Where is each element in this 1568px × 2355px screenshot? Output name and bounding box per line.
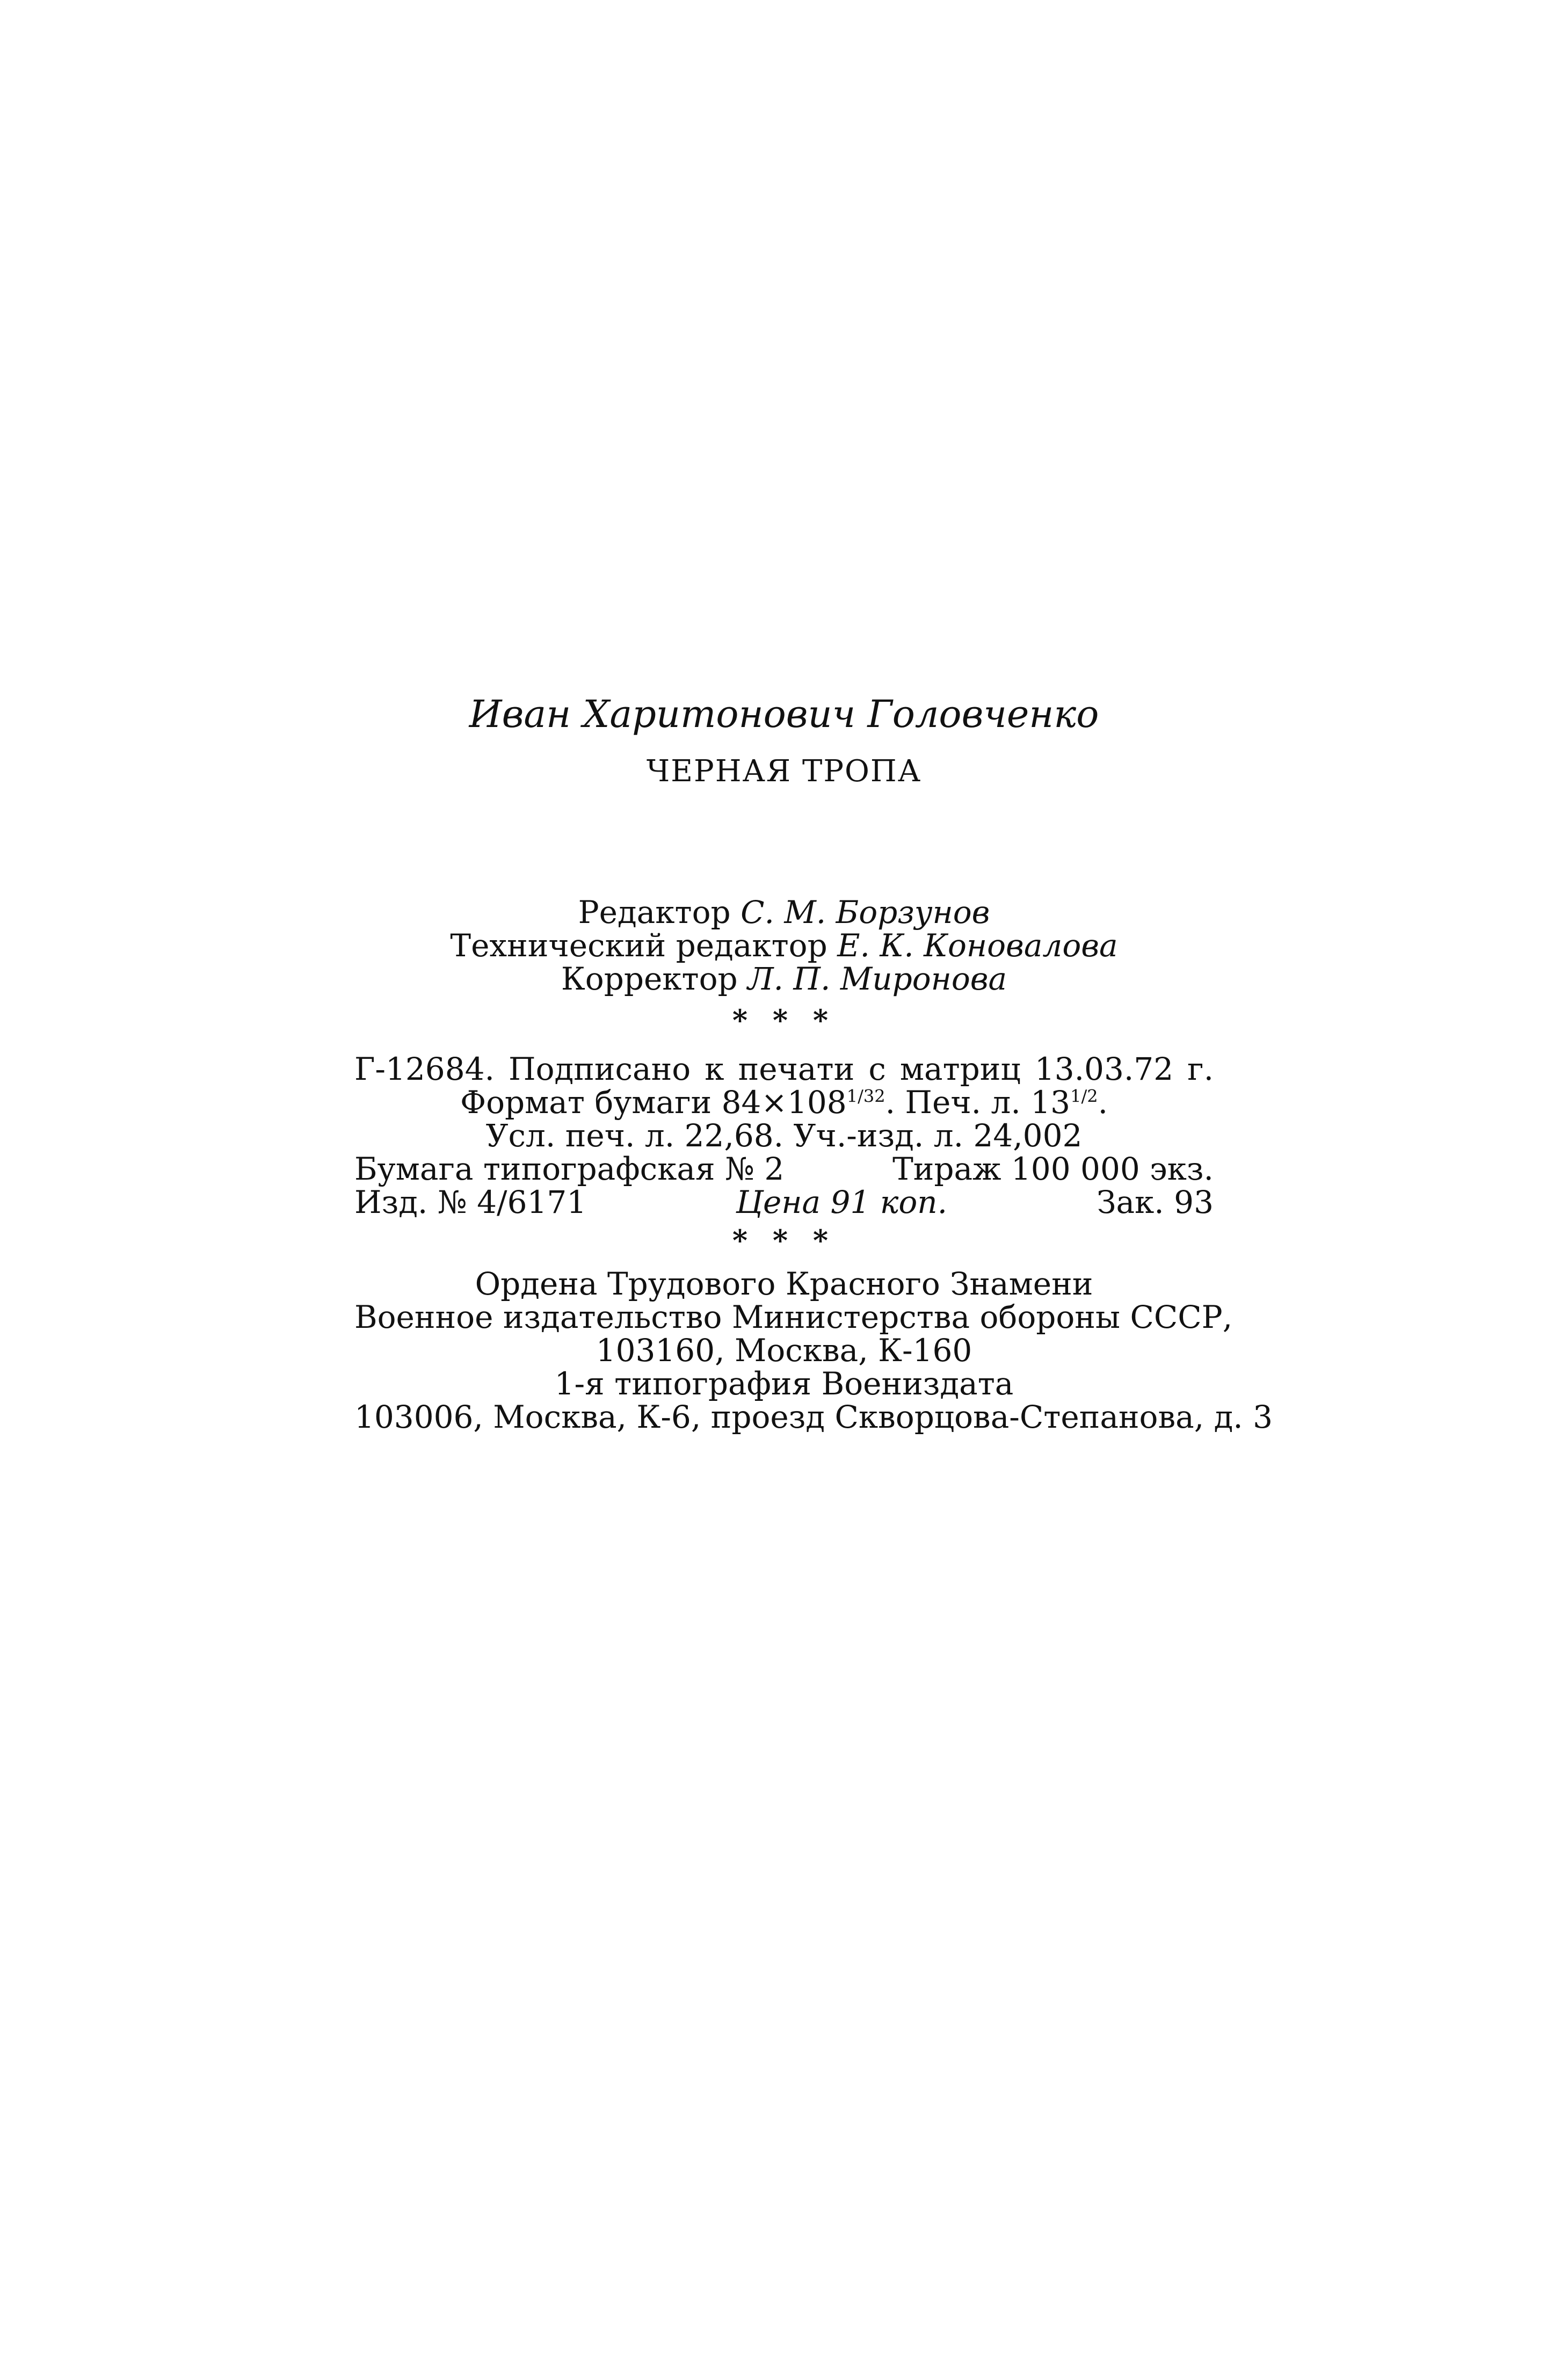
corrector-line <box>354 962 1214 995</box>
format-fraction: 1/32 <box>846 1086 885 1107</box>
separator-stars: * * * <box>732 1003 836 1037</box>
imprint-signed-line: Г-12684. Подписано к печати с матриц 13.03.72 г. <box>354 1051 1214 1087</box>
imprint-order-line <box>354 1186 1214 1219</box>
corrector-name: Л. П. Миронова <box>747 961 1007 997</box>
issue-number: Изд. № 4/6171 <box>354 1184 587 1220</box>
sheets-end: . <box>1098 1084 1108 1121</box>
paper-type: Бумага типографская № 2 <box>354 1151 785 1187</box>
format-text: Формат бумаги 84×108 <box>460 1084 847 1121</box>
printing-house: 1-я типография Воениздата <box>554 1365 1014 1402</box>
sheets-fraction: 1/2 <box>1070 1086 1098 1107</box>
order-number: Зак. 93 <box>1097 1184 1214 1220</box>
tech-editor-line <box>354 929 1214 962</box>
tech-editor-name: Е. К. Коновалова <box>837 927 1118 964</box>
imprint-block <box>354 1052 1214 1219</box>
author-name: Иван Харитонович Головченко <box>469 692 1099 736</box>
sheets-text: . Печ. л. 13 <box>885 1084 1071 1121</box>
editor-line <box>354 896 1214 929</box>
book-title: ЧЕРНАЯ ТРОПА <box>646 754 922 789</box>
price: Цена 91 коп. <box>736 1184 948 1220</box>
publisher-block <box>354 1266 1273 1435</box>
imprint-sheets-line: Усл. печ. л. 22,68. Уч.-изд. л. 24,002 <box>485 1117 1083 1154</box>
imprint-format-line <box>354 1086 1214 1119</box>
editor-name: С. М. Борзунов <box>741 894 990 931</box>
imprint-paper-line <box>354 1152 1214 1186</box>
tech-editor-label: Технический редактор <box>450 927 827 964</box>
separator-stars-2: * * * <box>732 1223 836 1258</box>
publisher-name: Военное издательство Министерства обороны СССР, <box>354 1299 1233 1335</box>
corrector-label: Корректор <box>561 961 738 997</box>
print-run: Тираж 100 000 экз. <box>892 1151 1214 1187</box>
editor-label: Редактор <box>578 894 731 931</box>
publisher-order: Ордена Трудового Красного Знамени <box>475 1266 1093 1302</box>
publisher-address: 103160, Москва, К-160 <box>596 1332 972 1369</box>
printing-house-address: 103006, Москва, К-6, проезд Скворцова-Степанова, д. 3 <box>354 1399 1273 1435</box>
credits-block <box>354 896 1214 995</box>
